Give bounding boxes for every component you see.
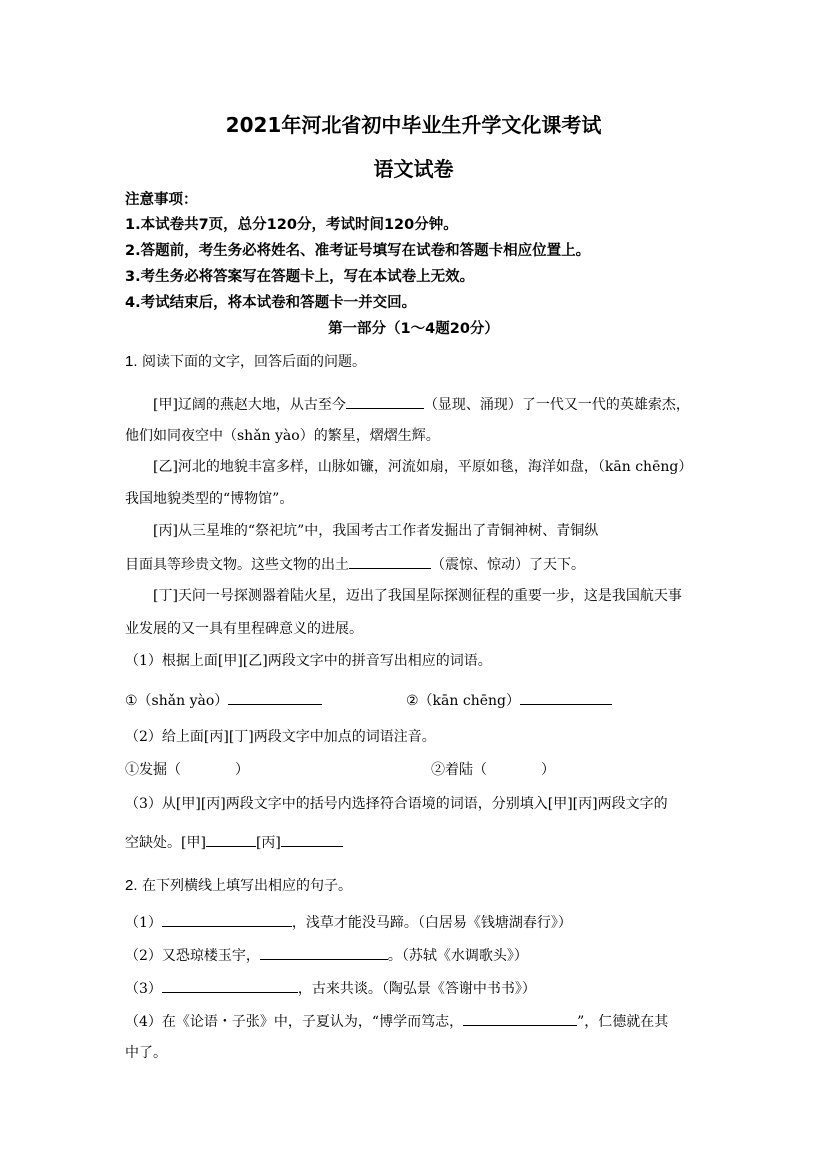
- answer-label: ①（shǎn yào）: [125, 693, 229, 709]
- sub-question-2: （2）给上面[丙][丁]两段文字中加点的词语注音。: [125, 729, 436, 745]
- answer-blank[interactable]: [162, 977, 298, 993]
- sub-question-1: （1）根据上面[甲][乙]两段文字中的拼音写出相应的词语。: [125, 653, 492, 669]
- answer-label: ）: [541, 762, 555, 778]
- passage-jia-line: [153, 393, 690, 415]
- answer-label: ①发掘（: [125, 762, 181, 778]
- answer-blank[interactable]: [520, 689, 612, 705]
- fill-text: 。（苏轼《水调歌头》）: [387, 948, 528, 964]
- passage-text: 目面具等珍贵文物。这些文物的出土: [125, 557, 349, 573]
- passage-text: [甲]辽阔的燕赵大地，从古至今: [153, 397, 346, 413]
- answer-blank[interactable]: [463, 1010, 577, 1026]
- answer-label: ②（kān chēng）: [406, 693, 520, 709]
- exam-title: 2021年河北省初中毕业生升学文化课考试: [225, 113, 602, 137]
- fill-text: ，古来共谈。（陶弘景《答谢中书书》）: [297, 981, 536, 997]
- question-2-prompt: [125, 876, 352, 896]
- fill-text: （4）在《论语・子张》中，子夏认为，“博学而笃志，: [125, 1014, 464, 1030]
- fill-text: ”，仁德就在其: [577, 1014, 669, 1030]
- part-one-heading: 第一部分（1～4题20分）: [328, 321, 499, 337]
- answer-label: 空缺处。[甲]: [125, 835, 206, 851]
- passage-yi-line: [乙]河北的地貌丰富多样，山脉如镰，河流如扇，平原如毯，海洋如盘，（kān chēng）: [153, 459, 693, 475]
- sub-question-3-answers: [125, 831, 343, 853]
- fill-text: （2）又恐琼楼玉宇，: [125, 948, 260, 964]
- notice-item: 4.考试结束后，将本试卷和答题卡一并交回。: [125, 295, 417, 311]
- passage-jia-line: 他们如同夜空中（shǎn yào）的繁星，熠熠生辉。: [125, 428, 440, 444]
- exam-subtitle: 语文试卷: [373, 157, 454, 181]
- question-1-prompt: [125, 352, 366, 372]
- passage-text: （震惊、惊动）了天下。: [431, 557, 585, 573]
- sub-question-1-b: [406, 689, 612, 711]
- answer-blank[interactable]: [281, 831, 343, 847]
- answer-label: （3）: [125, 981, 162, 997]
- passage-text: （显现、涌现）了一代又一代的英雄索杰，: [423, 397, 690, 413]
- answer-blank[interactable]: [260, 944, 388, 960]
- fill-line-3: [125, 977, 536, 999]
- answer-blank[interactable]: [206, 831, 256, 847]
- answer-blank[interactable]: [346, 393, 424, 409]
- fill-line-4: [125, 1010, 668, 1032]
- fill-line-5: 中了。: [125, 1045, 167, 1061]
- question-text: 在下列横线上填写出相应的句子。: [141, 878, 352, 894]
- sub-question-3: （3）从[甲][丙]两段文字中的括号内选择符合语境的词语，分别填入[甲][丙]两段文字的: [125, 796, 668, 812]
- notice-item: 1.本试卷共7页，总分120分，考试时间120分钟。: [125, 217, 458, 233]
- answer-label: ）: [235, 762, 249, 778]
- passage-yi-line: 我国地貌类型的“博物馆”。: [125, 491, 294, 507]
- question-text: 阅读下面的文字，回答后面的问题。: [141, 354, 366, 370]
- sub-question-2-b: [431, 760, 555, 780]
- passage-bing-line: [丙]从三星堆的“祭祀坑”中，我国考古工作者发掘出了青铜神树、青铜纵: [153, 523, 599, 539]
- passage-ding-line: [丁]天问一号探测器着陆火星，迈出了我国星际探测征程的重要一步，这是我国航天事: [153, 588, 682, 604]
- fill-line-2: [125, 944, 528, 966]
- answer-blank[interactable]: [228, 689, 322, 705]
- sub-question-2-a: [125, 760, 249, 780]
- fill-line-1: [125, 911, 572, 933]
- answer-blank[interactable]: [162, 911, 292, 927]
- answer-label: [丙]: [255, 835, 281, 851]
- notice-item: 2.答题前，考生务必将姓名、准考证号填写在试卷和答题卡相应位置上。: [125, 243, 591, 259]
- answer-blank[interactable]: [349, 553, 431, 569]
- answer-label: ②着陆（: [431, 762, 487, 778]
- question-number: 1.: [125, 353, 138, 370]
- answer-label: （1）: [125, 915, 162, 931]
- passage-ding-line: 业发展的又一具有里程碑意义的进展。: [125, 621, 363, 637]
- fill-text: ，浅草才能没马蹄。（白居易《钱塘湖春行》）: [291, 915, 572, 931]
- notice-heading: 注意事项：: [125, 192, 198, 208]
- notice-item: 3.考生务必将答案写在答题卡上，写在本试卷上无效。: [125, 269, 475, 285]
- passage-bing-line: [125, 553, 585, 575]
- sub-question-1-a: [125, 689, 322, 711]
- question-number: 2.: [125, 877, 138, 894]
